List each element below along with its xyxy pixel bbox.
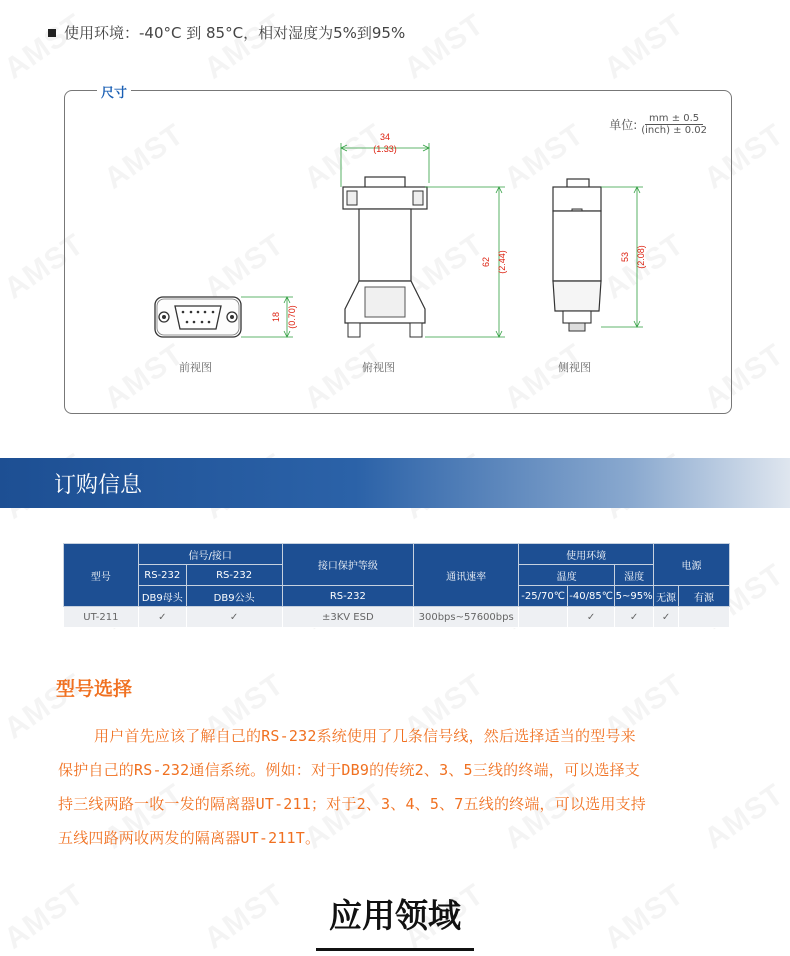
front-height-inch: (0.70): [287, 305, 297, 329]
environment-spec: [48, 22, 405, 43]
dimension-panel-title: 尺寸: [97, 82, 131, 101]
dimension-drawings: [65, 91, 733, 415]
unit-inch: (inch) ± 0.02: [641, 125, 707, 136]
header-temp-a: -25/70℃: [519, 586, 568, 607]
model-selection-paragraph: [58, 719, 738, 855]
side-view-label: 侧视图: [558, 361, 591, 374]
watermark-mark: [198, 8, 290, 87]
paragraph-line: 持三线两路一收一发的隔离器UT-211；对于2、3、4、5、7五线的终端，可以选用支持: [58, 795, 646, 813]
top-width-mm: 34: [379, 132, 391, 142]
watermark-mark: [0, 8, 91, 87]
header-protection: 接口保护等级: [282, 544, 414, 586]
model-selection-title: 型号选择: [56, 678, 133, 700]
cell-temp-b: ✓: [568, 607, 615, 628]
front-view-label: 前视图: [179, 361, 212, 374]
unit-mm: mm ± 0.5: [645, 113, 703, 125]
ordering-banner-title: 订购信息: [54, 473, 143, 498]
header-humidity: 湿度: [615, 565, 654, 586]
top-height-inch: (2.44): [497, 250, 507, 274]
header-temp-b: -40/85℃: [568, 586, 615, 607]
top-width-inch: (1.33): [373, 144, 397, 154]
header-temp: 温度: [519, 565, 615, 586]
cell-protection: ±3KV ESD: [282, 607, 414, 628]
application-title-underline: [316, 948, 474, 951]
cell-power-none: ✓: [654, 607, 679, 628]
ordering-banner: [0, 458, 790, 508]
bullet-square-icon: [48, 29, 56, 37]
front-height-mm: 18: [271, 311, 281, 323]
cell-rate: 300bps~57600bps: [414, 607, 519, 628]
header-env: 使用环境: [519, 544, 654, 565]
cell-power-active: [679, 607, 730, 628]
cell-db9-male: ✓: [186, 607, 282, 628]
header-power-none: 无源: [654, 586, 679, 607]
previous-line-fragment: [0, 0, 790, 6]
header-rs232-b: RS-232: [186, 565, 282, 586]
cell-db9-female: ✓: [138, 607, 186, 628]
dimension-panel: [64, 86, 732, 414]
header-db9-male: DB9公头: [186, 586, 282, 607]
header-humidity-a: 5~95%: [615, 586, 654, 607]
header-rate: 通讯速率: [414, 544, 519, 607]
cell-temp-a: [519, 607, 568, 628]
environment-spec-text: 使用环境：-40°C 到 85°C，相对湿度为5%到95%: [64, 24, 406, 42]
header-db9-female: DB9母头: [138, 586, 186, 607]
header-protection-sub: RS-232: [282, 586, 414, 607]
ordering-table: [63, 543, 730, 628]
paragraph-line: 保护自己的RS-232通信系统。例如：对于DB9的传统2、3、5三线的终端，可以选择支: [58, 761, 640, 779]
unit-prefix: 单位:: [609, 118, 638, 132]
paragraph-line-text: 用户首先应该了解自己的RS-232系统使用了几条信号线，然后选择适当的型号来: [94, 727, 636, 745]
application-title: 应用领域: [329, 896, 461, 935]
paragraph-line: [58, 719, 738, 753]
header-model: 型号: [64, 544, 139, 607]
top-height-mm: 62: [481, 256, 491, 268]
side-height-mm: 53: [620, 251, 630, 263]
watermark-mark: [598, 8, 690, 87]
paragraph-line: 五线四路两收两发的隔离器UT-211T。: [58, 829, 321, 847]
top-view-drawing: [341, 143, 505, 337]
cell-humidity-a: ✓: [615, 607, 654, 628]
watermark-mark: [398, 8, 490, 87]
header-power-active: 有源: [679, 586, 730, 607]
header-rs232-a: RS-232: [138, 565, 186, 586]
header-signal: 信号/接口: [138, 544, 282, 565]
table-row: [64, 607, 730, 628]
top-view-label: 俯视图: [362, 361, 395, 374]
header-power: 电源: [654, 544, 730, 586]
cell-model: UT-211: [64, 607, 139, 628]
side-height-inch: (2.08): [636, 245, 646, 269]
